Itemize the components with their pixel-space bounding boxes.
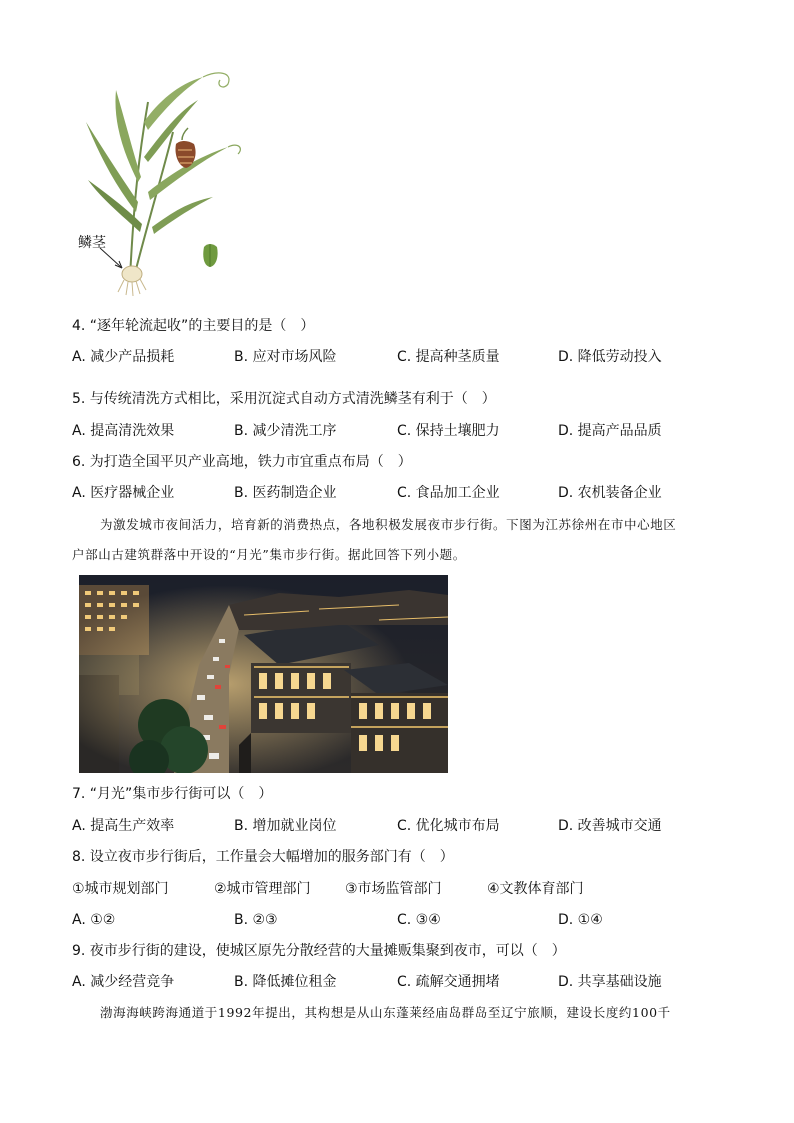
q7-option-c[interactable]: C. 优化城市布局 bbox=[397, 818, 500, 834]
q8-item-3: ③市场监管部门 bbox=[345, 881, 442, 897]
q5-option-b[interactable]: B. 减少清洗工序 bbox=[234, 423, 337, 439]
night-market-photo bbox=[79, 575, 448, 773]
passage-1-line-2: 户部山古建筑群落中开设的“月光”集市步行街。据此回答下列小题。 bbox=[72, 547, 466, 562]
q9-option-a[interactable]: A. 减少经营竞争 bbox=[72, 974, 175, 990]
q5-option-c[interactable]: C. 保持土壤肥力 bbox=[397, 423, 500, 439]
q8-option-a[interactable]: A. ①② bbox=[72, 912, 116, 928]
question-9: 9. 夜市步行街的建设，使城区原先分散经营的大量摊贩集聚到夜市，可以（ ） bbox=[72, 943, 566, 959]
q8-option-b[interactable]: B. ②③ bbox=[234, 912, 278, 928]
q4-option-a[interactable]: A. 减少产品损耗 bbox=[72, 349, 175, 365]
q8-item-1: ①城市规划部门 bbox=[72, 881, 169, 897]
question-8: 8. 设立夜市步行街后，工作量会大幅增加的服务部门有（ ） bbox=[72, 849, 454, 865]
q4-option-b[interactable]: B. 应对市场风险 bbox=[234, 349, 337, 365]
q9-option-b[interactable]: B. 降低摊位租金 bbox=[234, 974, 337, 990]
q9-option-d[interactable]: D. 共享基础设施 bbox=[558, 974, 662, 990]
q6-option-b[interactable]: B. 医药制造企业 bbox=[234, 485, 337, 501]
q7-option-a[interactable]: A. 提高生产效率 bbox=[72, 818, 175, 834]
figure-label-bulb: 鳞茎 bbox=[78, 235, 106, 251]
passage-2-line-1: 渤海海峡跨海通道于1992年提出，其构想是从山东蓬莱经庙岛群岛至辽宁旅顺，建设长度约100千 bbox=[100, 1005, 671, 1020]
q6-option-c[interactable]: C. 食品加工企业 bbox=[397, 485, 500, 501]
q5-option-a[interactable]: A. 提高清洗效果 bbox=[72, 423, 175, 439]
q5-option-d[interactable]: D. 提高产品品质 bbox=[558, 423, 662, 439]
question-5: 5. 与传统清洗方式相比，采用沉淀式自动方式清洗鳞茎有利于（ ） bbox=[72, 391, 496, 407]
q6-option-d[interactable]: D. 农机装备企业 bbox=[558, 485, 662, 501]
q4-option-c[interactable]: C. 提高种茎质量 bbox=[397, 349, 500, 365]
q7-option-d[interactable]: D. 改善城市交通 bbox=[558, 818, 662, 834]
q8-item-2: ②城市管理部门 bbox=[214, 881, 311, 897]
question-4: 4. “逐年轮流起收”的主要目的是（ ） bbox=[72, 318, 315, 334]
q6-option-a[interactable]: A. 医疗器械企业 bbox=[72, 485, 175, 501]
q8-option-d[interactable]: D. ①④ bbox=[558, 912, 603, 928]
question-7: 7. “月光”集市步行街可以（ ） bbox=[72, 786, 273, 802]
question-6: 6. 为打造全国平贝产业高地，铁力市宜重点布局（ ） bbox=[72, 454, 412, 470]
q7-option-b[interactable]: B. 增加就业岗位 bbox=[234, 818, 337, 834]
plant-illustration bbox=[78, 62, 248, 302]
q8-item-4: ④文教体育部门 bbox=[487, 881, 584, 897]
q8-option-c[interactable]: C. ③④ bbox=[397, 912, 441, 928]
passage-1-line-1: 为激发城市夜间活力，培育新的消费热点，各地积极发展夜市步行街。下图为江苏徐州在市中心地区 bbox=[100, 517, 677, 532]
q9-option-c[interactable]: C. 疏解交通拥堵 bbox=[397, 974, 500, 990]
q4-option-d[interactable]: D. 降低劳动投入 bbox=[558, 349, 662, 365]
